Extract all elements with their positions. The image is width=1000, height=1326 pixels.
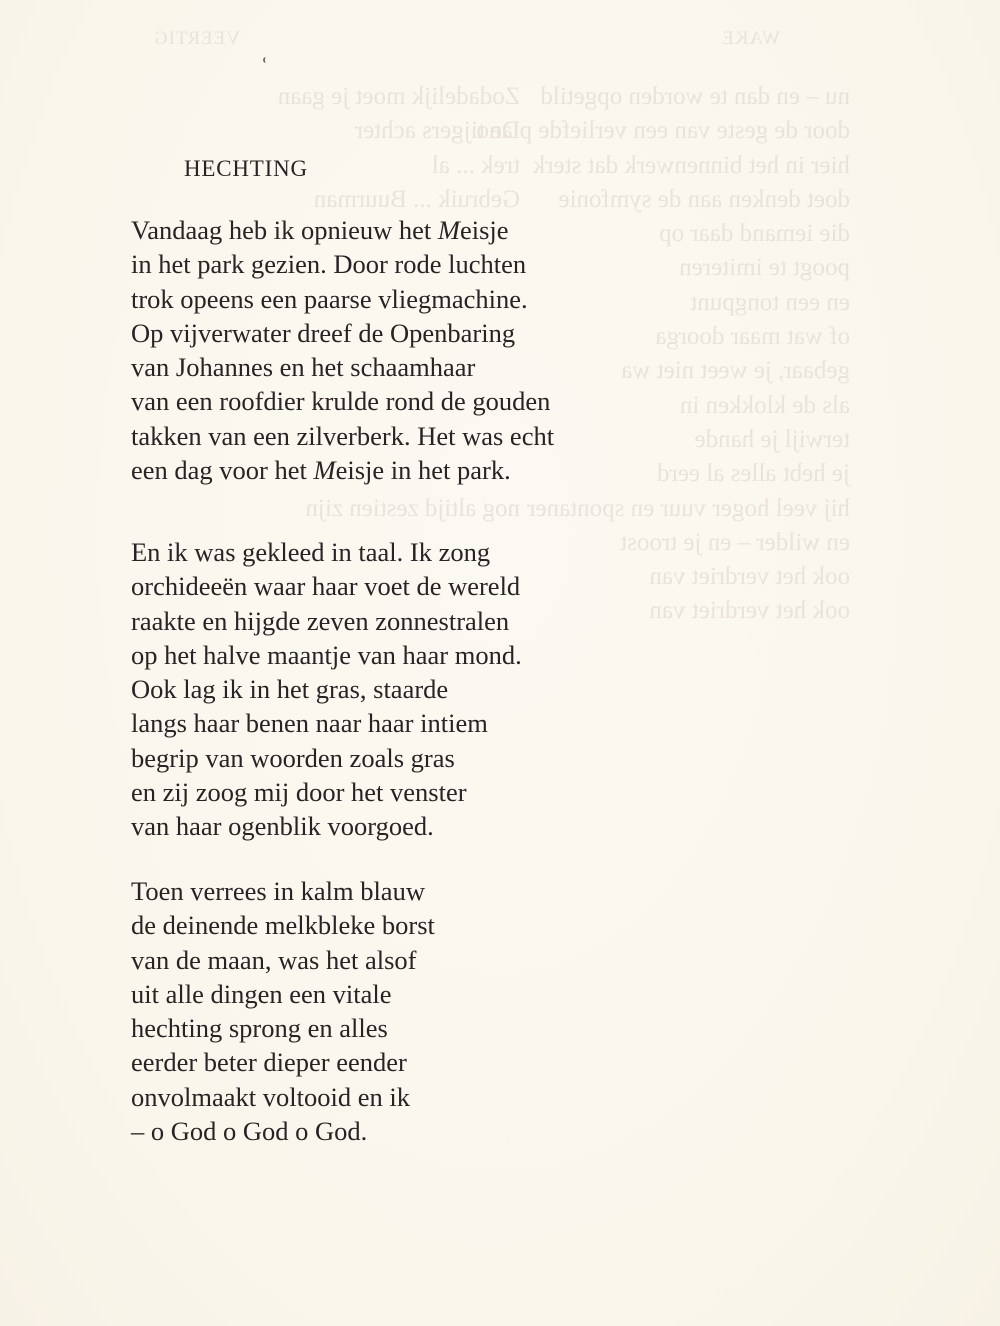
poem-line (131, 977, 435, 1011)
show-through-line: en wilder – en je troost (620, 528, 850, 556)
poem-line-text: En ik was gekleed in taal. Ik zong (131, 537, 491, 567)
poem-line-text: in het park gezien. Door rode luchten (131, 249, 527, 280)
poem-line-text: eisje (459, 215, 509, 245)
poem-line (131, 569, 522, 603)
poem-line (131, 1011, 435, 1045)
poem-line-text: Toen verrees in kalm blauw (131, 876, 425, 906)
poem-line-text: eerder beter dieper eender (131, 1047, 407, 1078)
poem-line-text: orchideeën waar haar voet de wereld (131, 571, 521, 602)
poem-line (131, 419, 554, 453)
show-through-line: doet denken aan de symfonie (558, 185, 850, 213)
show-through-line: Gebruik ... Buurman (313, 185, 520, 213)
poem-line-text: Vandaag heb ik opnieuw het (131, 215, 438, 245)
show-through-line: terwijl je hande (694, 425, 850, 453)
poem-line (131, 384, 554, 418)
poem-line-text: onvolmaakt voltooid en ik (131, 1081, 410, 1112)
poem-line (131, 775, 522, 809)
poem-line (131, 535, 522, 569)
poem-line-italic: M (437, 215, 460, 245)
show-through-line: je hebt alles al eerd (657, 460, 850, 488)
show-through-header-right: VEERTIG (152, 28, 240, 49)
show-through-line: trek ... al (431, 151, 520, 179)
stanza-1 (131, 213, 554, 487)
poem-line-text: een dag voor het (131, 455, 314, 486)
show-through-line: hij veel hoger vuur en spontaner (527, 494, 850, 522)
poem-line (131, 809, 522, 843)
show-through-line: of wat maar doorga (655, 323, 850, 351)
paper-speck (263, 57, 269, 63)
poem-line-text: eisje in het park. (335, 455, 511, 486)
poem-line-text: van haar ogenblik voorgoed. (131, 811, 434, 842)
show-through-line: door de geste van een verliefde piano (476, 117, 850, 145)
poem-line (131, 741, 522, 775)
show-through-line: poogt te imiteren (679, 254, 850, 282)
poem-line (131, 874, 435, 908)
poem-line (131, 453, 554, 487)
poem-line (131, 1114, 435, 1148)
poem-line-text: trok opeens een paarse vliegmachine. (131, 283, 528, 314)
poem-line-text: de deinende melkbleke borst (131, 910, 435, 941)
poem-line-text: hechting sprong en alles (131, 1013, 388, 1044)
show-through-line: ook het verdriet van (649, 563, 850, 591)
poem-line (131, 1080, 435, 1114)
stanza-2 (131, 535, 522, 844)
poem-line-text: van de maan, was het alsof (131, 944, 417, 975)
stanza-3 (131, 874, 435, 1148)
poem-line (131, 943, 435, 977)
poem-line-text: Ook lag ik in het gras, staarde (131, 674, 449, 705)
show-through-line: nog altijd zestien zijn (305, 494, 520, 522)
poem-line-text: – o God o God o God. (131, 1116, 368, 1147)
poem-line-text: op het halve maantje van haar mond. (131, 639, 522, 670)
poem-line-text: raakte en hijgde zeven zonnestralen (131, 605, 510, 636)
poem-title: HECHTING (184, 156, 308, 181)
poem-line (131, 282, 554, 316)
show-through-line: en een tongpunt (690, 288, 850, 316)
poem-line-text: van een roofdier krulde rond de gouden (131, 386, 551, 417)
show-through-line: hier in het binnenwerk dat sterk (532, 151, 850, 179)
poem-line (131, 1045, 435, 1079)
poem-line-text: van Johannes en het schaamhaar (131, 352, 476, 383)
poem-line-text: begrip van woorden zoals gras (131, 742, 455, 773)
poem-line (131, 247, 554, 281)
poem-line (131, 604, 522, 638)
poem-line (131, 638, 522, 672)
poem-line (131, 213, 554, 247)
poem-line (131, 672, 522, 706)
poem-line-text: takken van een zilverberk. Het was echt (131, 420, 555, 451)
show-through-line: die iemand daar op (659, 220, 850, 248)
poem-line-text: Op vijverwater dreef de Openbaring (131, 317, 516, 348)
show-through-line: Zodadelijk moet je gaan (277, 83, 520, 110)
show-through-line: nu – en dan te worden opgetild (540, 83, 850, 110)
show-through-line: ook het verdriet van (649, 597, 850, 625)
poem-line (131, 908, 435, 942)
poem-line-text: en zij zoog mij door het venster (131, 777, 467, 808)
poem-line (131, 350, 554, 384)
poem-line-text: uit alle dingen een vitale (131, 978, 392, 1009)
show-through-line: als de klokken in (679, 391, 850, 419)
poem-line-text: langs haar benen naar haar intiem (131, 708, 488, 739)
poem-line (131, 706, 522, 740)
show-through-header-left: WAKE (721, 28, 780, 49)
show-through-line: gebaar, je weet niet wa (621, 357, 850, 385)
poem-line (131, 316, 554, 350)
poem-line-italic: M (313, 455, 336, 486)
show-through-line: De tijgers achter (354, 117, 520, 145)
